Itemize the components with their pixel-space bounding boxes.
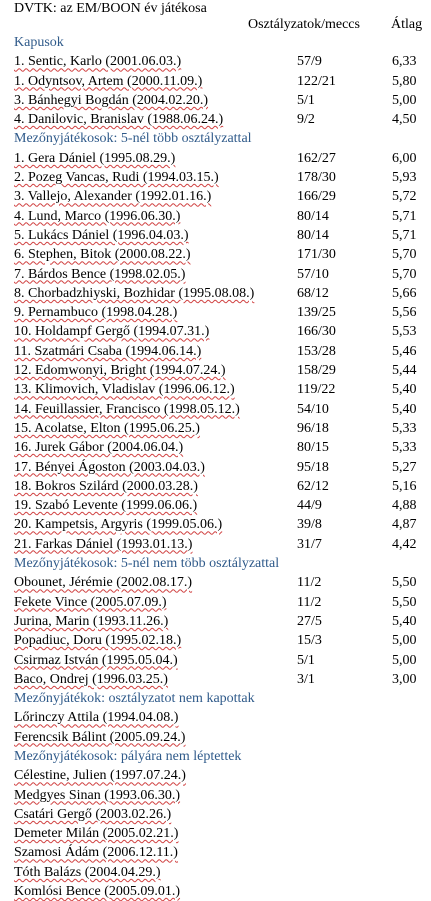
player-name: Szamosi Ádám (2006.12.11.) — [14, 845, 178, 861]
player-rating: 27/5 — [297, 613, 322, 629]
player-name: 6. Stephen, Bitok (2000.08.22.) — [14, 247, 191, 263]
player-average: 5,71 — [392, 227, 417, 243]
section-heading — [0, 554, 431, 573]
player-average: 5,27 — [392, 459, 417, 475]
player-name: Medgyes Sinan (1993.06.30.) — [14, 787, 181, 803]
player-name: 11. Szatmári Csaba (1994.06.14.) — [14, 343, 202, 359]
player-name: 3. Bánhegyi Bogdán (2004.02.20.) — [14, 92, 209, 108]
player-row — [0, 52, 431, 71]
player-name: 5. Lukács Dániel (1996.04.03.) — [14, 227, 189, 243]
player-name: Jurina, Marin (1993.11.26.) — [14, 613, 169, 629]
player-row — [0, 612, 431, 631]
player-row — [0, 322, 431, 341]
player-name: Tóth Balázs (2004.04.29.) — [14, 864, 161, 880]
player-average: 5,66 — [392, 285, 417, 301]
player-row — [0, 226, 431, 245]
player-rating: 122/21 — [297, 73, 336, 89]
player-average: 5,93 — [392, 170, 417, 186]
player-row — [0, 149, 431, 168]
player-row — [0, 419, 431, 438]
player-name: 19. Szabó Levente (1999.06.06.) — [14, 498, 198, 514]
player-row — [0, 187, 431, 206]
player-rating: 31/7 — [297, 536, 322, 552]
player-name: Baco, Ondrej (1996.03.25.) — [14, 671, 168, 687]
player-name: 1. Odyntsov, Artem (2000.11.09.) — [14, 73, 203, 89]
player-row — [0, 728, 431, 747]
section-heading-text: Mezőnyjátékosok: pályára nem léptettek — [14, 748, 242, 764]
player-row — [0, 824, 431, 843]
player-row — [0, 805, 431, 824]
player-average: 6,33 — [392, 54, 417, 70]
player-rating: 119/22 — [297, 382, 336, 398]
player-name: Demeter Milán (2005.02.21.) — [14, 826, 179, 842]
player-row — [0, 342, 431, 361]
player-average: 4,87 — [392, 517, 417, 533]
player-rating: 171/30 — [297, 247, 336, 263]
section-heading-text: Mezőnyjátékosok: 5-nél nem több osztályzattal — [14, 556, 280, 572]
player-row — [0, 670, 431, 689]
player-row — [0, 284, 431, 303]
player-row — [0, 651, 431, 670]
player-row — [0, 766, 431, 785]
player-row — [0, 882, 431, 901]
player-row — [0, 91, 431, 110]
player-name: 12. Edomwonyi, Bright (1994.07.24.) — [14, 363, 226, 379]
section-heading-text: Mezőnyjátékosok: 5-nél több osztályzattal — [14, 131, 252, 147]
player-row — [0, 207, 431, 226]
player-average: 5,16 — [392, 478, 417, 494]
player-average: 4,88 — [392, 498, 417, 514]
section-heading — [0, 129, 431, 148]
player-rating: 95/18 — [297, 459, 329, 475]
player-rating: 62/12 — [297, 478, 329, 494]
player-rating: 15/3 — [297, 633, 322, 649]
document-title: DVTK: az EM/BOON év játékosa — [14, 1, 207, 16]
player-average: 5,50 — [392, 594, 417, 610]
player-name: 20. Kampetsis, Argyris (1999.05.06.) — [14, 517, 223, 533]
player-name: 1. Sentic, Karlo (2001.06.03.) — [14, 54, 182, 70]
player-name: 8. Chorbadzhiyski, Bozhidar (1995.08.08.) — [14, 285, 255, 301]
player-row — [0, 843, 431, 862]
player-name: Lőrinczy Attila (1994.04.08.) — [14, 710, 179, 726]
player-name: 10. Holdampf Gergő (1994.07.31.) — [14, 324, 210, 340]
player-average: 5,40 — [392, 382, 417, 398]
player-row — [0, 631, 431, 650]
player-rating: 5/1 — [297, 652, 315, 668]
player-rating: 80/14 — [297, 227, 329, 243]
player-name: 17. Bényei Ágoston (2003.04.03.) — [14, 459, 205, 475]
player-name: 13. Klimovich, Vladislav (1996.06.12.) — [14, 382, 235, 398]
player-average: 5,80 — [392, 73, 417, 89]
player-rating: 178/30 — [297, 170, 336, 186]
player-average: 6,00 — [392, 150, 417, 166]
player-row — [0, 458, 431, 477]
player-rating: 54/10 — [297, 401, 329, 417]
player-name: 4. Lund, Marco (1996.06.30.) — [14, 208, 181, 224]
player-average: 5,70 — [392, 266, 417, 282]
player-name: Ferencsik Bálint (2005.09.24.) — [14, 729, 186, 745]
player-row — [0, 573, 431, 592]
player-average: 5,70 — [392, 247, 417, 263]
player-rating: 11/2 — [297, 594, 322, 610]
column-header-average: Átlag — [391, 17, 423, 32]
player-average: 5,33 — [392, 440, 417, 456]
player-row — [0, 303, 431, 322]
player-rating: 153/28 — [297, 343, 336, 359]
player-average: 5,40 — [392, 401, 417, 417]
player-average: 3,00 — [392, 671, 417, 687]
section-heading — [0, 747, 431, 766]
player-name: 3. Vallejo, Alexander (1992.01.16.) — [14, 189, 212, 205]
player-name: 7. Bárdos Bence (1998.02.05.) — [14, 266, 186, 282]
player-row — [0, 168, 431, 187]
player-rating: 96/18 — [297, 420, 329, 436]
section-heading — [0, 689, 431, 708]
player-name: Csatári Gergő (2003.02.26.) — [14, 806, 172, 822]
player-row — [0, 245, 431, 264]
player-row — [0, 110, 431, 129]
player-table — [0, 33, 431, 901]
player-name: Célestine, Julien (1997.07.24.) — [14, 768, 186, 784]
player-name: Popadiuc, Doru (1995.02.18.) — [14, 633, 182, 649]
player-rating: 162/27 — [297, 150, 336, 166]
player-name: 18. Bokros Szilárd (2000.03.28.) — [14, 478, 198, 494]
player-row — [0, 438, 431, 457]
player-name: Csirmaz István (1995.05.04.) — [14, 652, 178, 668]
player-rating: 57/10 — [297, 266, 329, 282]
player-name: 16. Jurek Gábor (2004.06.04.) — [14, 440, 184, 456]
player-average: 5,50 — [392, 575, 417, 591]
player-name: 1. Gera Dániel (1995.08.29.) — [14, 150, 176, 166]
section-heading — [0, 33, 431, 52]
player-rating: 166/30 — [297, 324, 336, 340]
player-average: 4,50 — [392, 112, 417, 128]
player-average: 5,00 — [392, 652, 417, 668]
player-average: 5,00 — [392, 92, 417, 108]
player-row — [0, 708, 431, 727]
player-average: 4,42 — [392, 536, 417, 552]
column-header-ratings: Osztályzatok/meccs — [248, 17, 360, 32]
player-row — [0, 496, 431, 515]
player-row — [0, 380, 431, 399]
player-row — [0, 477, 431, 496]
player-average: 5,00 — [392, 633, 417, 649]
player-average: 5,56 — [392, 305, 417, 321]
player-average: 5,71 — [392, 208, 417, 224]
section-heading-text: Kapusok — [14, 35, 64, 50]
player-name: 4. Danilovic, Branislav (1988.06.24.) — [14, 112, 224, 128]
player-rating: 3/1 — [297, 671, 315, 687]
player-rating: 5/1 — [297, 92, 315, 108]
player-name: Fekete Vince (2005.07.09.) — [14, 594, 167, 610]
player-rating: 11/2 — [297, 575, 322, 591]
player-rating: 39/8 — [297, 517, 322, 533]
player-rating: 57/9 — [297, 54, 322, 70]
player-name: 2. Pozeg Vancas, Rudi (1994.03.15.) — [14, 170, 219, 186]
player-row — [0, 72, 431, 91]
player-row — [0, 593, 431, 612]
player-average: 5,40 — [392, 613, 417, 629]
player-average: 5,46 — [392, 343, 417, 359]
player-row — [0, 400, 431, 419]
player-row — [0, 786, 431, 805]
player-row — [0, 515, 431, 534]
player-name: Obounet, Jérémie (2002.08.17.) — [14, 575, 193, 591]
player-rating: 44/9 — [297, 498, 322, 514]
player-rating: 80/14 — [297, 208, 329, 224]
player-row — [0, 863, 431, 882]
player-rating: 139/25 — [297, 305, 336, 321]
player-row — [0, 265, 431, 284]
player-name: 14. Feuillassier, Francisco (1998.05.12.) — [14, 401, 240, 417]
player-rating: 80/15 — [297, 440, 329, 456]
player-rating: 166/29 — [297, 189, 336, 205]
player-average: 5,44 — [392, 363, 417, 379]
player-rating: 9/2 — [297, 112, 315, 128]
player-average: 5,53 — [392, 324, 417, 340]
player-rating: 68/12 — [297, 285, 329, 301]
player-average: 5,33 — [392, 420, 417, 436]
player-rating: 158/29 — [297, 363, 336, 379]
player-row — [0, 535, 431, 554]
player-name: Komlósi Bence (2005.09.01.) — [14, 884, 181, 900]
section-heading-text: Mezőnyjátékok: osztályzatot nem kapottak — [14, 691, 255, 707]
player-name: 9. Pernambuco (1998.04.28.) — [14, 305, 178, 321]
player-average: 5,72 — [392, 189, 417, 205]
player-name: 15. Acolatse, Elton (1995.06.25.) — [14, 420, 200, 436]
player-name: 21. Farkas Dániel (1993.01.13.) — [14, 536, 193, 552]
player-row — [0, 361, 431, 380]
